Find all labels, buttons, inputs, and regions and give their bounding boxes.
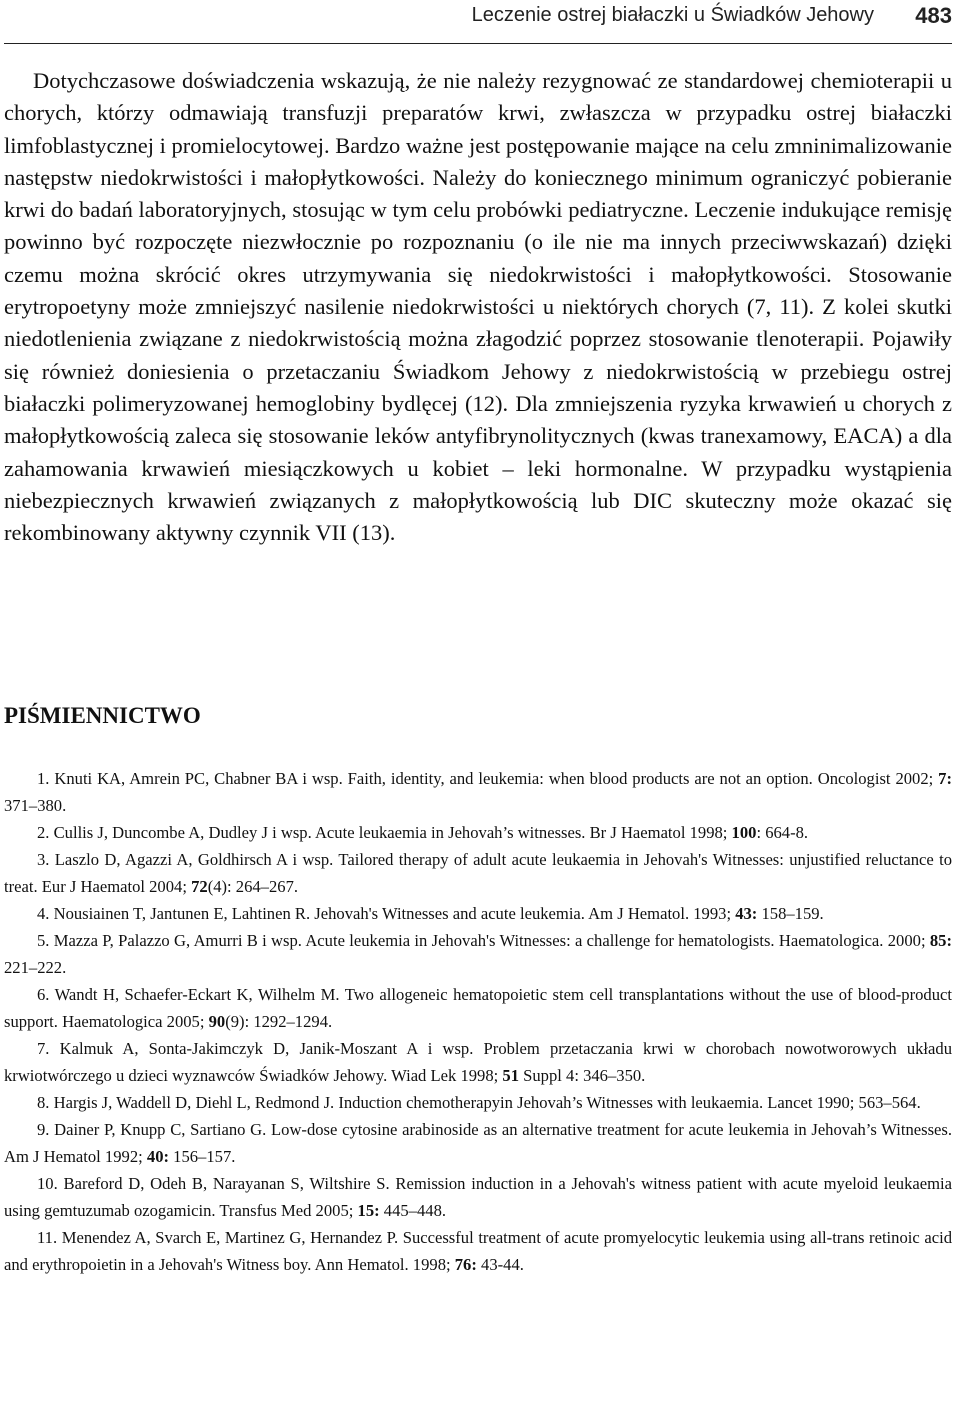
page-number: 483 [915,3,952,28]
running-header [4,0,952,44]
reference-item: 5. Mazza P, Palazzo G, Amurri B i wsp. Acute leukemia in Jehovah's Witnesses: a challenge for hematologists. Haematologica. 2000; 85: 221–222. [4,931,952,977]
reference-item: 1. Knuti KA, Amrein PC, Chabner BA i wsp. Faith, identity, and leukemia: when blood products are not an option. Oncologist 2002; 7: 371–380. [4,769,952,815]
reference-item: 10. Bareford D, Odeh B, Narayanan S, Wiltshire S. Remission induction in a Jehovah's witness patient with acute myeloid leukaemia using gemtuzumab ozogamicin. Transfus Med 2005; 15: 445–448. [4,1174,952,1220]
reference-item: 4. Nousiainen T, Jantunen E, Lahtinen R. Jehovah's Witnesses and acute leukemia. Am J Hematol. 1993; 43: 158–159. [37,904,824,923]
reference-item: 8. Hargis J, Waddell D, Diehl L, Redmond J. Induction chemotherapyin Jehovah’s Witnesses with leukaemia. Lancet 1990; 563–564. [37,1093,921,1112]
body-paragraph: Dotychczasowe doświadczenia wskazują, że nie należy rezygnować ze standardowej chemioterapii u chorych, którzy odmawiają transfuzji preparatów krwi, zwłaszcza w przypadku ostrej białaczki limfoblastycznej i promielocytowej. Bardzo ważne jest postępowanie mające na celu zmninimalizowanie następstw niedokrwistości i małopłytkowości. Należy do koniecznego minimum ograniczyć pobieranie krwi do badań laboratoryjnych, stosując w tym celu probówki pediatryczne. Leczenie indukujące remisję powinno być rozpoczęte niezwłocznie po rozpoznaniu (o ile nie ma innych przeciwwskazań) dzięki czemu można skrócić okres utrzymywania się niedokrwistości i małopłytkowości. Stosowanie erytropoetyny może zmniejszyć nasilenie niedokrwistości u niektórych chorych (7, 11). Z kolei skutki niedotlenienia związane z niedokrwistością można złagodzić poprzez stosowanie tlenoterapii. Pojawiły się również doniesienia o przetaczaniu Świadkom Jehowy z niedokrwistością w przebiegu ostrej białaczki polimeryzowanej hemoglobiny bydlęcej (12). Dla zmniejszenia ryzyka krwawień u chorych z małopłytkowością zaleca się stosowanie leków antyfibrynolitycznych (kwas tranexamowy, EACA) a dla zahamowania krwawień miesiączkowych u kobiet – leki hormonalne. W przypadku wystąpienia niebezpiecznych krwawień związanych z małopłytkowością lub DIC skuteczny może okazać się rekombinowany aktywny czynnik VII (13). [4,68,952,546]
reference-item: 9. Dainer P, Knupp C, Sartiano G. Low-dose cytosine arabinoside as an alternative treatment for acute leukemia in Jehovah’s Witnesses. Am J Hematol 1992; 40: 156–157. [4,1120,952,1166]
reference-item: 2. Cullis J, Duncombe A, Dudley J i wsp. Acute leukaemia in Jehovah’s witnesses. Br J Haematol 1998; 100: 664-8. [37,823,809,842]
reference-item: 3. Laszlo D, Agazzi A, Goldhirsch A i wsp. Tailored therapy of adult acute leukaemia in Jehovah's Witnesses: unjustified reluctance to treat. Eur J Haematol 2004; 72(4): 264–267. [4,850,952,896]
references-heading: PIŚMIENNICTWO [4,703,201,728]
reference-list [4,765,952,1278]
reference-item: 7. Kalmuk A, Sonta-Jakimczyk D, Janik-Moszant A i wsp. Problem przetaczania krwi w chorobach nowotworowych układu krwiotwórczego u dzieci wyznawców Świadków Jehowy. Wiad Lek 1998; 51 Suppl 4: 346–350. [4,1039,952,1085]
running-title: Leczenie ostrej białaczki u Świadków Jehowy [471,4,874,26]
reference-item: 6. Wandt H, Schaefer-Eckart K, Wilhelm M. Two allogeneic hematopoietic stem cell transplantations without the use of blood-product support. Haematologica 2005; 90(9): 1292–1294. [4,985,952,1031]
reference-item: 11. Menendez A, Svarch E, Martinez G, Hernandez P. Successful treatment of acute promyelocytic leukemia using all-trans retinoic acid and erythropoietin in a Jehovah's Witness boy. Ann Hematol. 1998; 76: 43-44. [4,1228,952,1274]
